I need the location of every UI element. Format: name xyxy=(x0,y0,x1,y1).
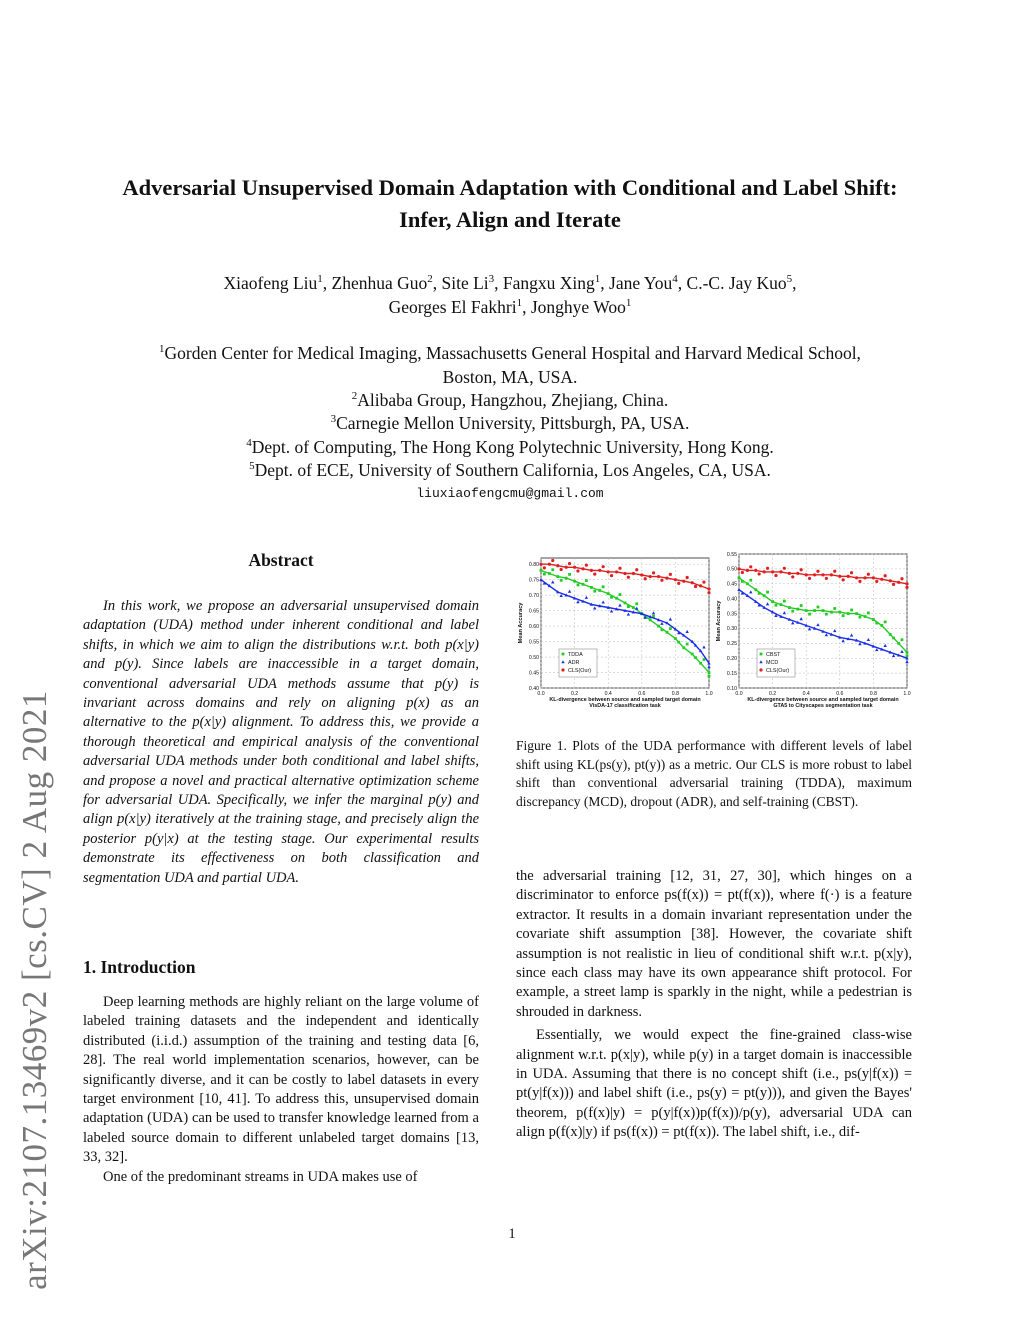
legend-marker-square xyxy=(562,653,565,656)
x-axis-sublabel: GTA5 to Cityscapes segmentation task xyxy=(773,703,873,709)
data-point-circle xyxy=(816,570,819,573)
data-point-square xyxy=(598,589,601,592)
data-point-circle xyxy=(635,568,638,571)
data-point-circle xyxy=(573,566,576,569)
y-axis-label: Mean Accuracy xyxy=(518,602,524,644)
data-point-square xyxy=(788,606,791,609)
data-point-circle xyxy=(610,574,613,577)
data-point-circle xyxy=(821,573,824,576)
data-point-circle xyxy=(682,580,685,583)
data-point-square xyxy=(540,569,543,572)
data-point-square xyxy=(897,642,900,645)
data-point-square xyxy=(833,607,836,610)
data-point-circle xyxy=(783,567,786,570)
data-point-circle xyxy=(581,567,584,570)
arxiv-sidebar xyxy=(10,340,60,1290)
data-point-circle xyxy=(640,573,643,576)
data-point-square xyxy=(669,627,672,630)
data-point-square xyxy=(889,633,892,636)
right-column-text: the adversarial training [12, 31, 27, 30], which hinges on a discriminator to enforce ps(f(x)) = pt(f(x)), where f(·) is a feature extractor. It results in a domain invariant representation under the covariate shift assumption [38]. However, the covariate shift assumption is not realistic in lieu of conditional shift w.r.t. p(x|y), since each class may have its own appearance shift protocol. For example, a street lamp is sparkly in the night, while a pedestrian is shrouded in darkness. Essentially, we would expect the fine-grained class-wise alignment w.r.t. p(x|y), while p(y) in a target domain is inaccessible in UDA. Assuming that there is no concept shift (i.e., ps(y|f(x)) = pt(y|f(x))) and label shift (i.e., ps(y) = pt(y))), and given the Bayes' theorem, p(f(x)|y) = p(y|f(x))p(f(x))/p(y), adversarial UDA can align p(f(x)|y) if ps(f(x)) = pt(f(x)). The label shift, i.e., dif- xyxy=(516,868,912,1141)
data-point-circle xyxy=(674,578,677,581)
data-point-square xyxy=(859,616,862,619)
data-point-square xyxy=(805,609,808,612)
y-tick-label: 0.45 xyxy=(726,581,737,588)
data-point-circle xyxy=(808,577,811,580)
author-email[interactable]: liuxiaofengcmu@gmail.com xyxy=(416,486,604,501)
data-point-circle xyxy=(702,581,705,584)
author: Jonghye Woo xyxy=(530,297,626,317)
affiliation: $^4$Dept. of Computing, The Hong Kong Polytechnic University, Hong Kong. xyxy=(246,437,774,457)
data-point-square xyxy=(746,582,749,585)
data-point-circle xyxy=(593,572,596,575)
data-point-circle xyxy=(565,566,568,569)
figure-1 xyxy=(514,550,914,720)
data-point-circle xyxy=(576,569,579,572)
data-point-circle xyxy=(830,573,833,576)
data-point-circle xyxy=(649,575,652,578)
data-point-square xyxy=(855,612,858,615)
data-point-square xyxy=(649,619,652,622)
author: Fangxu Xing xyxy=(502,273,595,293)
page-number: 1 xyxy=(508,1226,516,1242)
data-point-circle xyxy=(800,568,803,571)
x-tick-label: 0.6 xyxy=(836,691,844,697)
data-point-circle xyxy=(618,567,621,570)
data-point-square xyxy=(800,604,803,607)
data-point-circle xyxy=(686,576,689,579)
y-tick-label: 0.55 xyxy=(528,639,539,646)
x-axis-label: KL-divergence between source and sampled target domain xyxy=(549,697,701,703)
data-point-circle xyxy=(627,576,630,579)
legend-label: MCD xyxy=(766,660,779,666)
author: Site Li xyxy=(441,273,489,293)
data-point-square xyxy=(593,590,596,593)
data-point-circle xyxy=(749,565,752,568)
data-point-square xyxy=(880,624,883,627)
data-point-circle xyxy=(779,570,782,573)
legend-marker-circle xyxy=(759,668,762,671)
data-point-square xyxy=(825,613,828,616)
legend-label: ADR xyxy=(568,660,580,666)
author: Jane You xyxy=(609,273,673,293)
y-tick-label: 0.25 xyxy=(726,641,737,648)
data-point-square xyxy=(548,572,551,575)
data-point-circle xyxy=(665,577,668,580)
data-point-square xyxy=(585,579,588,582)
data-point-circle xyxy=(551,559,554,562)
authors-line-2: Georges El Fakhri$^1$, Jonghye Woo$^1$ xyxy=(388,297,632,317)
data-point-square xyxy=(568,573,571,576)
legend-label: TDDA xyxy=(568,652,583,658)
x-tick-label: 0.0 xyxy=(735,691,743,697)
data-point-square xyxy=(666,631,669,634)
legend-label: CLS(Our) xyxy=(568,668,592,674)
data-point-square xyxy=(686,643,689,646)
y-tick-label: 0.80 xyxy=(528,561,539,568)
data-point-circle xyxy=(556,564,559,567)
data-point-square xyxy=(565,577,568,580)
y-tick-label: 0.45 xyxy=(528,670,539,677)
y-tick-label: 0.50 xyxy=(726,566,737,573)
author: Xiaofeng Liu xyxy=(223,273,318,293)
data-point-square xyxy=(884,620,887,623)
affiliation: $^1$Gorden Center for Medical Imaging, Massachusetts General Hospital and Harvard Medical School, xyxy=(159,343,861,363)
x-tick-label: 0.6 xyxy=(638,691,646,697)
data-point-square xyxy=(872,618,875,621)
data-point-circle xyxy=(543,566,546,569)
abstract-text: In this work, we propose an adversarial unsupervised domain adaptation (UDA) method under inherent conditional and label shifts, in which we aim to align the distributions w.r.t. both p(x|y) and p(y). Since labels are inaccessible in a target domain, conventional adversarial UDA methods assume that p(y) is invariant across domains and rely on aligning p(x) as an alternative to the p(x|y) alignment. To address this, we provide a thorough theoretical and empirical analysis of the conventional adversarial UDA methods under both conditional and label shifts, and propose a novel and practical alternative optimization scheme for adversarial UDA. Specifically, we infer the marginal p(y) and align p(x|y) iteratively at the training stage, and precisely align the posterior p(y|x) at the testing stage. Our experimental results demonstrate its effectiveness on both classification and segmentation UDA and partial UDA. xyxy=(83,598,479,886)
y-tick-label: 0.50 xyxy=(528,654,539,661)
paper-title xyxy=(60,172,960,236)
title-line-1: Adversarial Unsupervised Domain Adaptation with Conditional and Label Shift: xyxy=(122,175,898,200)
data-point-square xyxy=(677,641,680,644)
x-tick-label: 0.2 xyxy=(570,691,579,697)
y-tick-label: 0.35 xyxy=(726,611,737,618)
data-point-circle xyxy=(805,573,808,576)
legend-marker-square xyxy=(760,653,763,656)
data-point-circle xyxy=(813,573,816,576)
data-point-square xyxy=(543,573,546,576)
x-tick-label: 0.4 xyxy=(802,691,810,697)
data-point-square xyxy=(813,609,816,612)
data-point-square xyxy=(892,637,895,640)
data-point-circle xyxy=(892,583,895,586)
data-point-square xyxy=(627,605,630,608)
x-axis-sublabel: VisDA-17 classification task xyxy=(589,703,661,709)
data-point-square xyxy=(661,628,664,631)
data-point-circle xyxy=(669,573,672,576)
data-point-square xyxy=(758,592,761,595)
data-point-circle xyxy=(889,579,892,582)
data-point-circle xyxy=(652,571,655,574)
data-point-square xyxy=(708,675,711,678)
data-point-circle xyxy=(791,575,794,578)
data-point-circle xyxy=(632,572,635,575)
data-point-square xyxy=(682,646,685,649)
data-point-circle xyxy=(691,581,694,584)
data-point-square xyxy=(766,591,769,594)
data-point-circle xyxy=(539,563,542,566)
y-tick-label: 0.30 xyxy=(726,626,737,633)
data-point-square xyxy=(708,671,711,674)
data-point-circle xyxy=(880,578,883,581)
data-point-circle xyxy=(847,575,850,578)
data-point-circle xyxy=(867,573,870,576)
data-point-circle xyxy=(623,572,626,575)
data-point-square xyxy=(864,615,867,618)
data-point-square xyxy=(691,653,694,656)
data-point-square xyxy=(560,579,563,582)
data-point-square xyxy=(551,568,554,571)
data-point-circle xyxy=(905,582,908,585)
x-tick-label: 1.0 xyxy=(705,691,713,697)
data-point-square xyxy=(573,580,576,583)
data-point-square xyxy=(754,588,757,591)
x-tick-label: 0.4 xyxy=(604,691,612,697)
author: C.-C. Jay Kuo xyxy=(686,273,787,293)
data-point-circle xyxy=(615,570,618,573)
data-point-square xyxy=(619,593,622,596)
x-tick-label: 0.2 xyxy=(768,691,777,697)
data-point-circle xyxy=(833,570,836,573)
data-point-circle xyxy=(900,577,903,580)
data-point-square xyxy=(906,651,909,654)
data-point-square xyxy=(783,600,786,603)
data-point-circle xyxy=(741,571,744,574)
data-point-square xyxy=(763,594,766,597)
data-point-circle xyxy=(644,577,647,580)
data-point-square xyxy=(749,579,752,582)
y-tick-label: 0.75 xyxy=(528,577,539,584)
data-point-circle xyxy=(905,586,908,589)
data-point-circle xyxy=(568,562,571,565)
data-point-circle xyxy=(560,568,563,571)
data-point-circle xyxy=(774,574,777,577)
data-point-square xyxy=(577,584,580,587)
data-point-square xyxy=(822,609,825,612)
data-point-circle xyxy=(766,567,769,570)
data-point-circle xyxy=(763,570,766,573)
legend-marker-circle xyxy=(561,668,564,671)
x-tick-label: 0.0 xyxy=(537,691,545,697)
data-point-square xyxy=(842,614,845,617)
data-point-circle xyxy=(788,572,791,575)
legend-label: CLS(Our) xyxy=(766,668,790,674)
data-point-circle xyxy=(707,587,710,590)
data-point-circle xyxy=(842,578,845,581)
x-axis-label: KL-divergence between source and sampled target domain xyxy=(747,697,899,703)
data-point-circle xyxy=(598,569,601,572)
arxiv-identifier: arXiv:2107.13469v2 [cs.CV] 2 Aug 2021 xyxy=(15,690,54,1290)
y-tick-label: 0.20 xyxy=(726,656,737,663)
data-point-square xyxy=(602,585,605,588)
data-point-square xyxy=(741,580,744,583)
y-tick-label: 0.70 xyxy=(528,592,539,599)
title-line-2: Infer, Align and Iterate xyxy=(399,207,621,232)
data-point-circle xyxy=(758,572,761,575)
y-tick-label: 0.65 xyxy=(528,608,539,615)
data-point-square xyxy=(850,609,853,612)
y-axis-label: Mean Accuracy xyxy=(716,600,722,642)
data-point-circle xyxy=(825,577,828,580)
affiliation: $^3$Carnegie Mellon University, Pittsburgh, PA, USA. xyxy=(330,413,690,433)
data-point-square xyxy=(590,586,593,589)
author: Georges El Fakhri xyxy=(388,297,517,317)
data-point-square xyxy=(607,592,610,595)
data-point-circle xyxy=(858,580,861,583)
data-point-circle xyxy=(771,570,774,573)
data-point-circle xyxy=(660,579,663,582)
data-point-circle xyxy=(855,576,858,579)
data-point-square xyxy=(674,637,677,640)
data-point-square xyxy=(875,622,878,625)
data-point-circle xyxy=(590,569,593,572)
data-point-circle xyxy=(602,565,605,568)
y-tick-label: 0.10 xyxy=(726,685,737,692)
data-point-square xyxy=(694,656,697,659)
data-point-square xyxy=(830,611,833,614)
x-tick-label: 1.0 xyxy=(903,691,911,697)
data-point-square xyxy=(738,576,741,579)
data-point-square xyxy=(632,606,635,609)
data-point-circle xyxy=(746,569,749,572)
data-point-circle xyxy=(897,581,900,584)
data-point-square xyxy=(703,658,706,661)
data-point-circle xyxy=(548,563,551,566)
x-tick-label: 0.8 xyxy=(869,691,878,697)
x-tick-label: 0.8 xyxy=(671,691,680,697)
y-tick-label: 0.40 xyxy=(528,685,539,692)
data-point-square xyxy=(624,601,627,604)
intro-paragraph: Deep learning methods are highly reliant on the large volume of labeled training datasets and the independent and identically distributed (i.i.d.) assumption of the training and testing data [6, 28]. The real world implementation scenarios, however, can be significantly diverse, and it can be costly to label datasets in every target environment [10, 41]. To address this, unsupervised domain adaptation (UDA) can be used to transfer knowledge learned from a labeled source domain to different unlabeled target domains [13, 33, 32]. One of the predominant streams in UDA makes use of xyxy=(83,994,479,1185)
data-point-circle xyxy=(694,585,697,588)
chart-visda xyxy=(518,558,713,709)
data-point-square xyxy=(699,662,702,665)
data-point-circle xyxy=(677,582,680,585)
y-tick-label: 0.40 xyxy=(726,596,737,603)
data-point-circle xyxy=(875,580,878,583)
data-point-circle xyxy=(754,569,757,572)
data-point-square xyxy=(657,625,660,628)
chart-gta5-cityscapes xyxy=(716,552,911,709)
affiliation: Boston, MA, USA. xyxy=(442,367,578,387)
data-point-circle xyxy=(585,564,588,567)
data-point-square xyxy=(771,600,774,603)
section-heading-introduction: 1. Introduction xyxy=(83,957,196,977)
data-point-square xyxy=(796,608,799,611)
data-point-square xyxy=(808,613,811,616)
author: Zhenhua Guo xyxy=(331,273,428,293)
affiliation: $^5$Dept. of ECE, University of Southern California, Los Angeles, CA, USA. xyxy=(249,460,771,480)
data-point-square xyxy=(780,603,783,606)
abstract-heading: Abstract xyxy=(248,550,314,570)
data-point-square xyxy=(582,583,585,586)
authors-line-1: Xiaofeng Liu$^1$, Zhenhua Guo$^2$, Site Li$^3$, Fangxu Xing$^1$, Jane You$^4$, C.-C. Jay Kuo$^5$, xyxy=(223,273,797,293)
y-tick-label: 0.60 xyxy=(528,623,539,630)
data-point-square xyxy=(838,611,841,614)
data-point-circle xyxy=(838,575,841,578)
data-point-circle xyxy=(872,576,875,579)
data-point-square xyxy=(791,610,794,613)
data-point-circle xyxy=(850,571,853,574)
y-tick-label: 0.15 xyxy=(726,670,737,677)
data-point-circle xyxy=(737,567,740,570)
data-point-square xyxy=(847,612,850,615)
data-point-circle xyxy=(607,570,610,573)
data-point-circle xyxy=(796,572,799,575)
y-tick-label: 0.55 xyxy=(726,551,737,558)
affiliation: $^2$Alibaba Group, Hangzhou, Zhejiang, China. xyxy=(351,390,669,410)
data-point-circle xyxy=(707,591,710,594)
data-point-circle xyxy=(657,575,660,578)
data-point-square xyxy=(615,597,618,600)
data-point-circle xyxy=(884,574,887,577)
data-point-square xyxy=(775,604,778,607)
figure-1-plots xyxy=(514,550,914,720)
data-point-square xyxy=(610,596,613,599)
data-point-square xyxy=(867,612,870,615)
data-point-circle xyxy=(699,584,702,587)
data-point-square xyxy=(556,575,559,578)
data-point-square xyxy=(817,606,820,609)
legend-label: CBST xyxy=(766,652,781,658)
data-point-square xyxy=(635,602,638,605)
data-point-circle xyxy=(863,576,866,579)
figure-1-caption: Figure 1. Plots of the UDA performance with different levels of label shift using KL(ps(y), pt(y)) as a metric. Our CLS is more robust to label shift than conventional adversarial training (TDDA), maximum discrepancy (MCD), dropout (ADR), and self-training (CBST). xyxy=(516,738,912,809)
data-point-square xyxy=(901,638,904,641)
